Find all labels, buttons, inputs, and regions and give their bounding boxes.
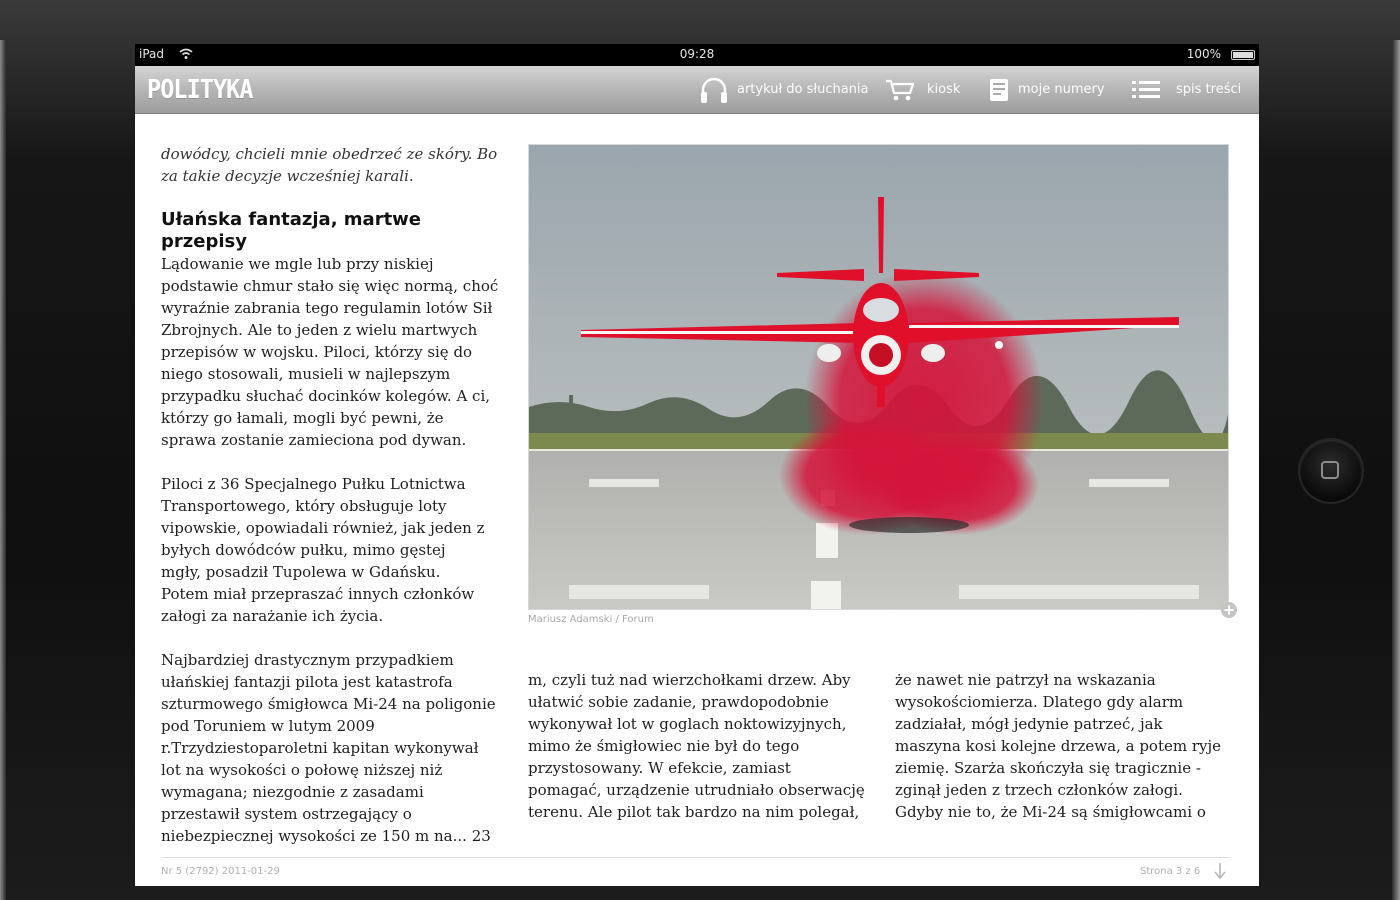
- text-line: r.Trzydziestoparoletni kapitan wykonywał: [161, 739, 479, 757]
- text-line: załogi za narażanie ich życia.: [161, 607, 384, 625]
- text-line: Potem miał przepraszać innych członków: [161, 585, 475, 603]
- bezel-edge-left: [0, 40, 6, 900]
- text-line: którzy go łamali, mogli być pewni, że: [161, 409, 444, 427]
- bezel-edge-right: [1392, 40, 1400, 900]
- text-line: za takie decyzje wcześniej karali.: [161, 167, 414, 185]
- nav-item-table-of-contents[interactable]: [1131, 66, 1243, 113]
- screen: [135, 44, 1259, 886]
- text-line: przestawił system ostrzegający o: [161, 805, 412, 823]
- text-line: że nawet nie patrzył na wskazania: [895, 671, 1156, 689]
- text-line: niebezpiecznej wysokości ze 150 m na... 23: [161, 827, 491, 845]
- text-line: maszyna kosi kolejne drzewa, a potem ryje: [895, 737, 1222, 755]
- nav-label-kiosk: kiosk: [927, 82, 961, 97]
- text-line: przystosowany. W efekcie, zamiast: [528, 759, 791, 777]
- text-line: zginął jeden z trzech członków załogi.: [895, 781, 1183, 799]
- paragraph-2: [161, 473, 506, 627]
- polityka-logo[interactable]: POLITYKA: [147, 75, 253, 105]
- text-line: lot na wysokości o połowę niższej niż: [161, 761, 443, 779]
- status-device-name: iPad: [139, 47, 165, 61]
- jet-photo-illustration: [529, 145, 1229, 610]
- article-column-1: [161, 143, 506, 847]
- paragraph-col3: [895, 669, 1240, 823]
- photo-caption: Mariusz Adamski / Forum: [528, 614, 654, 625]
- text-line: byłych dowódców pułku, mimo gęstej: [161, 541, 446, 559]
- text-line: dowódcy, chcieli mnie obedrzeć ze skóry. Bo: [161, 145, 498, 163]
- article-column-3: [895, 669, 1240, 823]
- article-column-2: [528, 669, 873, 823]
- home-square-icon: [1321, 461, 1339, 479]
- section-heading: [161, 209, 506, 253]
- text-line: sprawa zostanie zamieciona pod dywan.: [161, 431, 467, 449]
- text-line: zadziałał, mógł jedynie patrzeć, jak: [895, 715, 1163, 733]
- text-line: szturmowego śmigłowca Mi-24 na poligonie: [161, 695, 496, 713]
- page-indicator: Strona 3 z 6: [1140, 866, 1201, 877]
- nav-label-audio-article: artykuł do słuchania: [737, 82, 869, 97]
- text-line: ułańskiej fantazji pilota jest katastrofa: [161, 673, 453, 691]
- issue-info: Nr 5 (2792) 2011-01-29: [161, 866, 280, 877]
- text-line: Piloci z 36 Specjalnego Pułku Lotnictwa: [161, 475, 466, 493]
- text-line: przypadku słuchać docinków kolegów. A ci,: [161, 387, 491, 405]
- cart-icon: [885, 78, 915, 102]
- text-line: terenu. Ale pilot tak bardzo na nim polegał,: [528, 803, 860, 821]
- headphones-icon: [699, 75, 729, 105]
- text-line: vipowskie, opowiadali również, jak jeden z: [161, 519, 485, 537]
- footer-divider: [161, 857, 1231, 858]
- text-line: wykonywał lot w goglach noktowizyjnych,: [528, 715, 847, 733]
- nav-item-my-issues[interactable]: [987, 66, 1112, 113]
- text-line: Zbrojnych. Ale to jeden z wielu martwych: [161, 321, 478, 339]
- text-line: podstawie chmur stało się więc normą, choć: [161, 277, 499, 295]
- nav-item-audio-article[interactable]: [699, 66, 871, 113]
- battery-icon: [1231, 50, 1255, 60]
- status-battery-text: 100%: [1186, 47, 1221, 61]
- status-time: 09:28: [679, 47, 715, 61]
- text-line: Lądowanie we mgle lub przy niskiej: [161, 255, 434, 273]
- text-line: przepisów w wojsku. Piloci, którzy się do: [161, 343, 473, 361]
- text-line: mimo że śmigłowiec nie był do tego: [528, 737, 800, 755]
- text-line: wyraźnie zabrania tego regulamin lotów Sił: [161, 299, 493, 317]
- home-button[interactable]: [1300, 440, 1362, 502]
- text-line: ułatwić sobie zadanie, prawdopodobnie: [528, 693, 829, 711]
- heading-line: przepisy: [161, 231, 247, 252]
- text-line: Gdyby nie to, że Mi-24 są śmigłowcami o: [895, 803, 1206, 821]
- text-line: pod Toruniem w lutym 2009: [161, 717, 375, 735]
- paragraph-3: [161, 649, 506, 847]
- zoom-plus-icon[interactable]: [1220, 601, 1238, 619]
- heading-line: Ułańska fantazja, martwe: [161, 209, 422, 230]
- text-line: ziemię. Szarża skończyła się tragicznie -: [895, 759, 1201, 777]
- issues-icon: [987, 77, 1011, 103]
- paragraph-col2: [528, 669, 873, 823]
- text-line: mgły, posadził Tupolewa w Gdańsku.: [161, 563, 441, 581]
- nav-label-my-issues: moje numery: [1018, 82, 1105, 97]
- app-navbar: [135, 66, 1259, 114]
- text-line: wymagana; niezgodnie z zasadami: [161, 783, 424, 801]
- arrow-down-icon[interactable]: [1213, 862, 1227, 880]
- text-line: niego stosowali, musieli w najlepszym: [161, 365, 451, 383]
- text-line: Najbardziej drastycznym przypadkiem: [161, 651, 454, 669]
- article-photo[interactable]: [528, 144, 1229, 610]
- nav-label-table-of-contents: spis treści: [1176, 82, 1242, 97]
- list-icon: [1131, 79, 1161, 101]
- nav-item-kiosk[interactable]: [885, 66, 965, 113]
- text-line: pomagać, urządzenie utrudniało obserwację: [528, 781, 865, 799]
- text-line: Transportowego, który obsługuje loty: [161, 497, 447, 515]
- status-bar: [135, 44, 1259, 66]
- intro-paragraph: [161, 143, 506, 187]
- text-line: wysokościomierza. Dlatego gdy alarm: [895, 693, 1184, 711]
- paragraph-1: [161, 253, 506, 451]
- text-line: m, czyli tuż nad wierzchołkami drzew. Aby: [528, 671, 851, 689]
